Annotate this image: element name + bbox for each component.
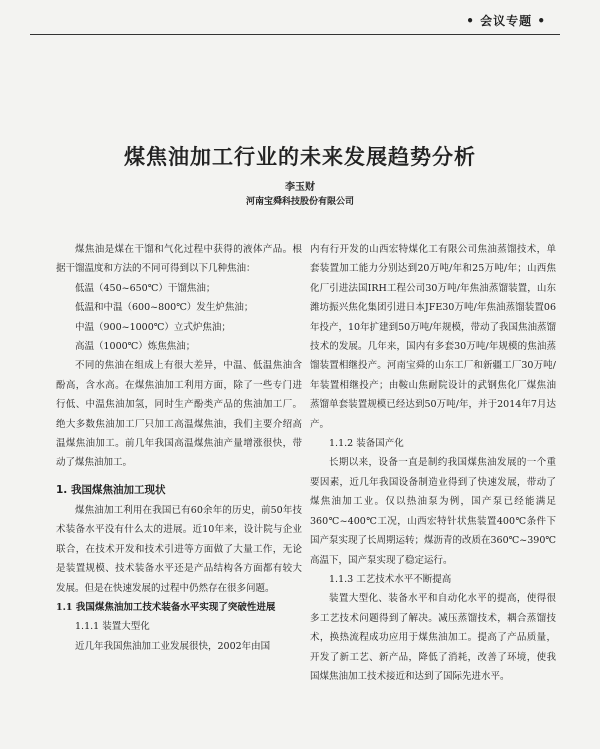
subsection-heading: 1.1 我国煤焦油加工技术装备水平实现了突破性进展 — [56, 601, 276, 613]
paragraph: 长期以来，设备一直是制约我国煤焦油发展的一个重要因素，近几年我国设备制造业得到了快速发展，带动了煤焦油加工业。仅以热油泵为例，国产泵已经能满足360℃~400℃工况，山西宏特针状焦装置400℃条件下国产泵实现了长周期运转；煤沥青的改质在360℃~390℃高温下，国产泵实现了稳定运行。 — [310, 457, 556, 566]
left-column — [56, 240, 302, 656]
paragraph: 煤焦油加工利用在我国已有60余年的历史，前50年技术装备水平没有什么太的进展。近10年来，设计院与企业联合，在技术开发和技术引进等方面做了大量工作，无论是装置规模、技术装备水平还是产品结构各方面都有较大发展。但是在快速发展的过程中仍然存在很多问题。 — [56, 504, 302, 594]
paragraph: 不同的焦油在组成上有很大差异，中温、低温焦油含酚高，含水高。在煤焦油加工利用方面，除了一些专门进行低、中温焦油加氢，同时生产酚类产品的焦油加工厂。绝大多数焦油加工厂只加工高温煤焦油，我们主要介绍高温煤焦油加工。前几年我国高温煤焦油产量增涨很快，带动了煤焦油加工。 — [56, 360, 302, 469]
affiliation: 河南宝舜科技股份有限公司 — [245, 197, 354, 207]
section-tag: • 会议专题 • — [466, 14, 546, 28]
right-column — [310, 240, 556, 686]
subsubsection-heading: 1.1.1 装置大型化 — [75, 621, 150, 633]
paragraph: 煤焦油是煤在干馏和气化过程中获得的液体产品。根据干馏温度和方法的不同可得到以下几种焦油： — [56, 244, 302, 275]
paragraph: 装置大型化、装备水平和自动化水平的提高，使得很多工艺技术问题得到了解决。减压蒸馏技术，耦合蒸馏技术，换热流程成功应用于煤焦油加工。提高了产品质量，开发了新工艺、新产品，降低了消耗，改善了环境，使我国煤焦油加工技术接近和达到了国际先进水平。 — [310, 593, 556, 682]
subsubsection-heading: 1.1.3 工艺技术水平不断提高 — [329, 573, 452, 585]
list-item: 中温（900~1000℃）立式炉焦油； — [75, 321, 231, 333]
paragraph: 近几年我国焦油加工业发展很快，2002年由国 — [75, 640, 271, 652]
author: 李玉财 — [285, 182, 315, 193]
paragraph: 内有行开发的山西宏特煤化工有限公司焦油蒸馏技术，单套装置加工能力分别达到20万吨/年和25万吨/年；山西焦化厂引进法国IRH工程公司30万吨/年焦油蒸馏装置，山东潍坊振兴焦化集团引进日本JFE30万吨/年焦油蒸馏装置06年投产，10年扩建到50万吨/年规模，带动了我国焦油蒸馏技术的发展。几年来，国内有多套30万吨/年规模的焦油蒸馏装置相继投产。河南宝舜的山东工厂和新疆工厂30万吨/年装置相继投产；由鞍山焦耐院设计的武钢焦化厂煤焦油蒸馏单套装置规模已经达到50万吨/年，并于2014年7月达产。 — [310, 244, 556, 430]
list-item: 低温（450~650℃）干馏焦油； — [75, 282, 216, 294]
list-item: 高温（1000℃）炼焦焦油； — [75, 341, 196, 353]
section-heading: 1. 我国煤焦油加工现状 — [56, 483, 166, 496]
article-title: 煤焦油加工行业的未来发展趋势分析 — [124, 145, 476, 169]
list-item: 低温和中温（600~800℃）发生炉焦油； — [75, 302, 254, 314]
header-rule — [30, 34, 560, 35]
subsubsection-heading: 1.1.2 装备国产化 — [329, 438, 404, 450]
